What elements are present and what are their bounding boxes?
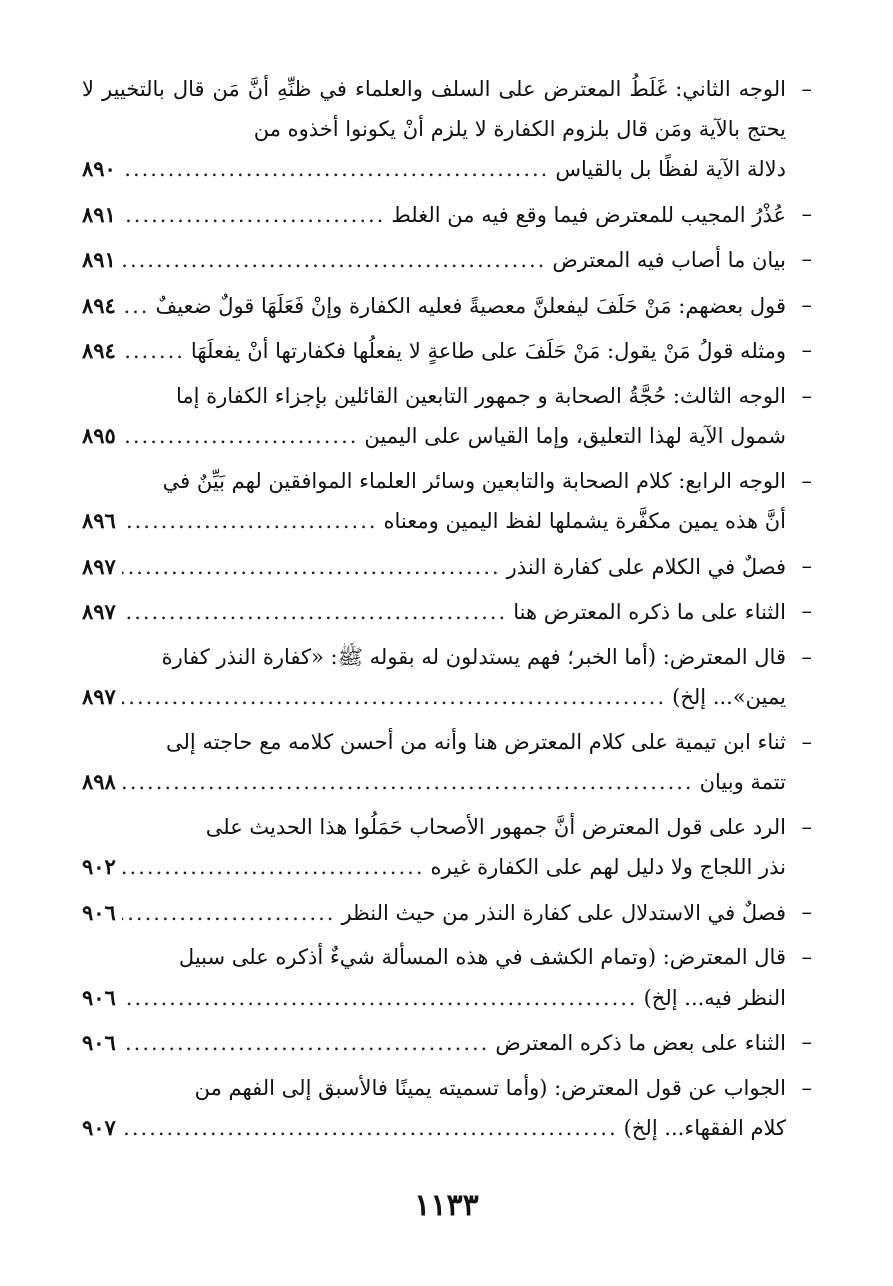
dot-leader bbox=[122, 678, 666, 718]
entry-title: كلام الفقهاء... إلخ) bbox=[623, 1116, 786, 1140]
toc-entry bbox=[82, 638, 812, 718]
entry-dash: – bbox=[801, 553, 812, 578]
entry-dash: – bbox=[801, 1075, 812, 1100]
dot-leader bbox=[122, 332, 185, 372]
entry-dash: – bbox=[801, 814, 812, 839]
page-reference: ٩٠٦ bbox=[82, 899, 116, 925]
entry-last-line bbox=[82, 592, 786, 633]
entry-last-line bbox=[82, 195, 786, 236]
page-reference: ٨٩٤ bbox=[82, 338, 116, 363]
entry-text: ثناء ابن تيمية على كلام المعترض هنا وأنه من أحسن كلامه مع حاجته إلى bbox=[166, 729, 786, 754]
entry-title: النظر فيه... إلخ) bbox=[643, 985, 786, 1010]
toc-entry bbox=[82, 808, 812, 888]
entry-last-line bbox=[82, 677, 786, 718]
entry-title: دلالة الآية لفظًا بل بالقياس bbox=[555, 157, 786, 181]
entry-title: فصلٌ في الكلام على كفارة النذر bbox=[506, 554, 786, 579]
entry-text: قال المعترض: (أما الخبر؛ فهم يستدلون له بقوله ﷺ: «كفارة النذر كفارة bbox=[161, 644, 786, 669]
entry-text: الوجه الرابع: كلام الصحابة والتابعين وسائر العلماء الموافقين لهم بَيِّنٌ في bbox=[162, 468, 786, 493]
toc-entry bbox=[82, 547, 812, 588]
dot-leader bbox=[122, 1024, 490, 1064]
entry-last-line bbox=[82, 416, 786, 457]
entry-last-line bbox=[82, 978, 786, 1019]
entry-text: الوجه الثالث: حُجَّةُ الصحابة و جمهور التابعين القائلين بإجزاء الكفارة إما bbox=[175, 383, 786, 408]
toc-entry bbox=[82, 723, 812, 803]
dot-leader bbox=[122, 848, 425, 888]
page-reference: ٨٩٧ bbox=[82, 684, 116, 709]
entry-last-line bbox=[82, 762, 786, 803]
entry-title: يمين»... إلخ) bbox=[672, 685, 786, 709]
entry-last-line bbox=[82, 1023, 786, 1064]
entry-dash: – bbox=[801, 599, 812, 623]
page-reference: ٩٠٢ bbox=[82, 854, 116, 879]
dot-leader bbox=[122, 548, 501, 588]
toc-entry bbox=[82, 70, 812, 190]
page-reference: ٨٩٥ bbox=[82, 423, 116, 448]
entry-text: الجواب عن قول المعترض: (وأما تسميته يمينًا فالأسبق إلى الفهم من bbox=[194, 1075, 786, 1100]
entry-title: بيان ما أصاب فيه المعترض bbox=[552, 248, 786, 272]
entry-dash: – bbox=[801, 644, 812, 669]
entry-text: الرد على قول المعترض أنَّ جمهور الأصحاب حَمَلُوا هذا الحديث على bbox=[205, 814, 786, 839]
entry-last-line bbox=[82, 240, 786, 281]
toc-entry bbox=[82, 592, 812, 633]
dot-leader bbox=[122, 150, 550, 190]
entry-dash: – bbox=[801, 1030, 812, 1054]
entry-dash: – bbox=[801, 899, 812, 924]
toc-entry bbox=[82, 286, 812, 327]
page-reference: ٨٩٨ bbox=[82, 769, 116, 794]
entry-text: قال المعترض: (وتمام الكشف في هذه المسألة شيءٌ أذكره على سبيل bbox=[178, 945, 786, 969]
dot-leader bbox=[122, 196, 386, 236]
toc-entry bbox=[82, 1023, 812, 1064]
page-reference: ٩٠٦ bbox=[82, 1030, 116, 1055]
dot-leader bbox=[122, 417, 359, 457]
entry-last-line bbox=[82, 286, 786, 327]
page-reference: ٨٩١ bbox=[82, 201, 116, 227]
toc-entry bbox=[82, 331, 812, 372]
page-reference: ٨٩٦ bbox=[82, 508, 116, 533]
dot-leader bbox=[122, 894, 336, 934]
entry-title: فصلٌ في الاستدلال على كفارة النذر من حيث النظر bbox=[341, 900, 786, 925]
entry-dash: – bbox=[801, 383, 812, 408]
toc-entry bbox=[82, 195, 812, 236]
entry-dash: – bbox=[801, 292, 812, 317]
dot-leader bbox=[122, 593, 507, 633]
page-reference: ٨٩٠ bbox=[82, 156, 116, 181]
entry-dash: – bbox=[801, 77, 812, 101]
page-reference: ٨٩٧ bbox=[82, 599, 116, 624]
dot-leader bbox=[122, 979, 638, 1019]
entry-last-line bbox=[82, 1108, 786, 1149]
toc-entry bbox=[82, 893, 812, 934]
entry-title: عُذْرُ المجيب للمعترض فيما وقع فيه من الغلط bbox=[391, 202, 786, 227]
entry-title: ومثله قولُ مَنْ يقول: مَنْ حَلَفَ على طاعةٍ لا يفعلُها فكفارتها أنْ يفعلَهَا bbox=[190, 339, 786, 363]
entry-title: الثناء على ما ذكره المعترض هنا bbox=[513, 600, 786, 624]
toc-entry bbox=[82, 938, 812, 1018]
entry-dash: – bbox=[801, 468, 812, 493]
dot-leader bbox=[122, 763, 694, 803]
toc-entry bbox=[82, 377, 812, 457]
entry-last-line bbox=[82, 893, 786, 934]
toc-entry bbox=[82, 1069, 812, 1149]
entry-title: قول بعضهم: مَنْ حَلَفَ ليفعلنَّ معصيةً فعليه الكفارة وإنْ فَعَلَهَا قولٌ ضعيفٌ bbox=[155, 293, 786, 318]
entry-last-line bbox=[82, 547, 786, 588]
page-reference: ٩٠٧ bbox=[82, 1115, 116, 1140]
entry-text: الوجه الثاني: غَلَطُ المعترض على السلف والعلماء في ظنِّهِ أنَّ مَن قال بالتخيير لا يحتج بالآية ومَن قال بلزوم الكفارة لا يلزم أنْ يكونوا أخذوه من bbox=[82, 77, 786, 141]
entry-last-line bbox=[82, 847, 786, 888]
entry-title: شمول الآية لهذا التعليق، وإما القياس على اليمين bbox=[364, 424, 786, 448]
toc-entry bbox=[82, 462, 812, 542]
toc-entry bbox=[82, 240, 812, 281]
entry-title: تتمة وبيان bbox=[699, 770, 786, 794]
dot-leader bbox=[122, 1109, 618, 1149]
dot-leader bbox=[122, 502, 378, 542]
entry-dash: – bbox=[801, 201, 812, 226]
entry-title: أنَّ هذه يمين مكفَّرة يشملها لفظ اليمين ومعناه bbox=[383, 509, 786, 533]
entry-dash: – bbox=[801, 945, 812, 969]
page-reference: ٨٩٧ bbox=[82, 553, 116, 579]
page-reference: ٨٩٤ bbox=[82, 292, 116, 318]
entry-dash: – bbox=[801, 247, 812, 271]
page-number: ١١٣٣ bbox=[414, 1188, 479, 1223]
table-of-contents bbox=[82, 70, 812, 1154]
entry-last-line bbox=[82, 331, 786, 372]
entry-dash: – bbox=[801, 338, 812, 362]
dot-leader bbox=[122, 287, 150, 327]
entry-last-line bbox=[82, 149, 786, 190]
entry-title: نذر اللجاج ولا دليل لهم على الكفارة غيره bbox=[430, 855, 786, 879]
page-reference: ٩٠٦ bbox=[82, 984, 116, 1010]
entry-last-line bbox=[82, 501, 786, 542]
entry-dash: – bbox=[801, 729, 812, 754]
entry-title: الثناء على بعض ما ذكره المعترض bbox=[495, 1031, 786, 1055]
dot-leader bbox=[122, 241, 547, 281]
page-reference: ٨٩١ bbox=[82, 247, 116, 272]
